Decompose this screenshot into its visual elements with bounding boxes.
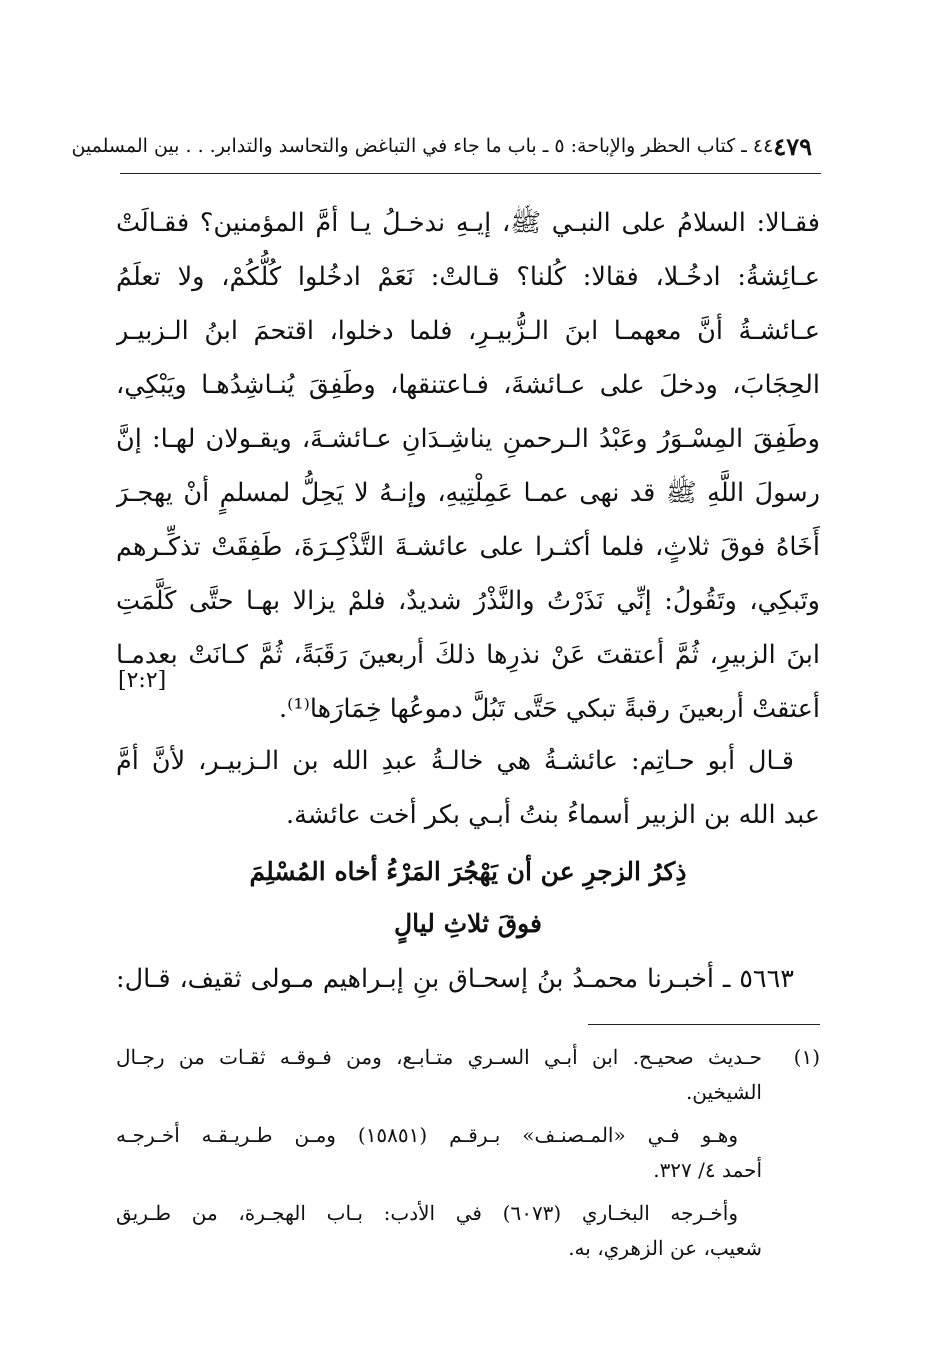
running-title: ٤٤ ـ كتاب الحظر والإباحة: ٥ ـ باب ما جاء في التباغض والتحاسد والتدابر. . . بين المسلمين: [71, 135, 774, 157]
hadith-body: [116, 196, 820, 736]
body-line: فقـالا: السلامُ على النبـي ﷺ، إيـهِ ندخـلُ يـا أمَّ المؤمنين؟ فقـالَتْ: [116, 208, 820, 238]
body-line: ابنَ الزبيرِ، ثُمَّ أعتقتَ عَنْ نذرِها ذلكَ أربعينَ رَقَبَةً، ثُمَّ كـانَتْ بعدمـا: [116, 640, 820, 670]
body-line: عـائِشةُ: ادخُـلا، فقالا: كُلنا؟ قـالتْ: نَعَمْ ادخُلوا كُلُّكُمْ، ولا تعلَمُ: [116, 262, 820, 292]
body-line: أَخَاهُ فوقَ ثلاثٍ، فلما أكثـرا على عائشـةَ التَّذْكِـرَةَ، طَفِقَتْ تذكِّـرهم: [116, 532, 820, 562]
footnote-line: أحمد ٤/ ٣٢٧.: [653, 1158, 762, 1182]
heading-line-1: ذِكرُ الزجرِ عن أن يَهْجُرَ المَرْءُ أخاه المُسْلِمَ: [249, 857, 687, 886]
heading-line-2: فوقَ ثلاثِ ليالٍ: [393, 909, 543, 938]
footnote-paragraph: [116, 1196, 820, 1266]
footnote-paragraph: [116, 1118, 820, 1188]
running-header: [71, 126, 820, 166]
footnote-line: حـديث صحيـح. ابن أبـي السـري متـابـع، ومن فـوقـه ثقـات من رجـال: [116, 1045, 762, 1069]
header-divider: [120, 173, 821, 174]
footnote-divider: [588, 1024, 820, 1025]
footnote-1: [116, 1040, 820, 1110]
body-line: وطَفِقَ المِسْـوَرُ وعَبْدُ الـرحمنِ يناشِـدَانِ عـائشـةَ، ويقـولان لهـا: إنَّ: [116, 424, 820, 454]
hadith-chain-start: ٥٦٦٣ ـ أخبـرنا محمـدُ بنُ إسحـاق بنِ إبـراهيم مـولى ثقيف، قـال:: [116, 964, 794, 994]
body-line: عـائشـةُ أنَّ معهمـا ابنَ الـزُّبيـرِ، فلما دخلوا، اقتحمَ ابنُ الـزبيـر: [116, 316, 820, 346]
page-number: ٤٧٩: [773, 131, 812, 161]
footnote-line: وهـو فـي «المـصنـف» بـرقـم (١٥٨٥١) ومـن طـريـقـه أخـرجـه: [116, 1123, 738, 1147]
commentary-line: قـال أبو حـاتِم: عائشـةُ هي خالـةُ عبدِ الله بن الـزبيـر، لأنَّ أمَّ: [116, 746, 794, 776]
footnotes: [116, 1040, 820, 1266]
footnote-line: شعيب، عن الزهري، به.: [568, 1236, 762, 1260]
footnote-line: الشيخين.: [685, 1080, 762, 1104]
footnote-line: وأخـرجه البخـاري (٦٠٧٣) في الأدب: بـاب الهجـرة، من طـريق: [116, 1201, 738, 1225]
body-line: الحِجَابَ، ودخلَ على عـائشةَ، فـاعتنقها، وطَفِقَ يُنـاشِدُهـا ويَبْكِي،: [116, 370, 820, 400]
body-line: أعتقتْ أربعينَ رقبةً تبكي حَتَّى تَبُلَّ دموعُها خِمَارَها⁽¹⁾.: [279, 694, 820, 724]
footnote-number: (١): [793, 1045, 820, 1069]
section-heading: [116, 846, 820, 950]
section-reference: [٢:٢]: [118, 668, 167, 693]
body-line: وتَبكِي، وتَقُولُ: إنِّي نَذَرْتُ والنَّذْرُ شديدٌ، فلمْ يزالا بهـا حتَّى كَلَّمَتِ: [116, 586, 820, 616]
commentary: [116, 734, 820, 842]
body-line: رسولَ اللَّهِ ﷺ قد نهى عمـا عَمِلْتِيهِ، وإنـهُ لا يَحِلُّ لمسلمٍ أنْ يهجـرَ: [116, 478, 820, 508]
commentary-line: عبد الله بن الزبير أسماءُ بنتُ أبـي بكر أخت عائشة.: [286, 800, 820, 830]
